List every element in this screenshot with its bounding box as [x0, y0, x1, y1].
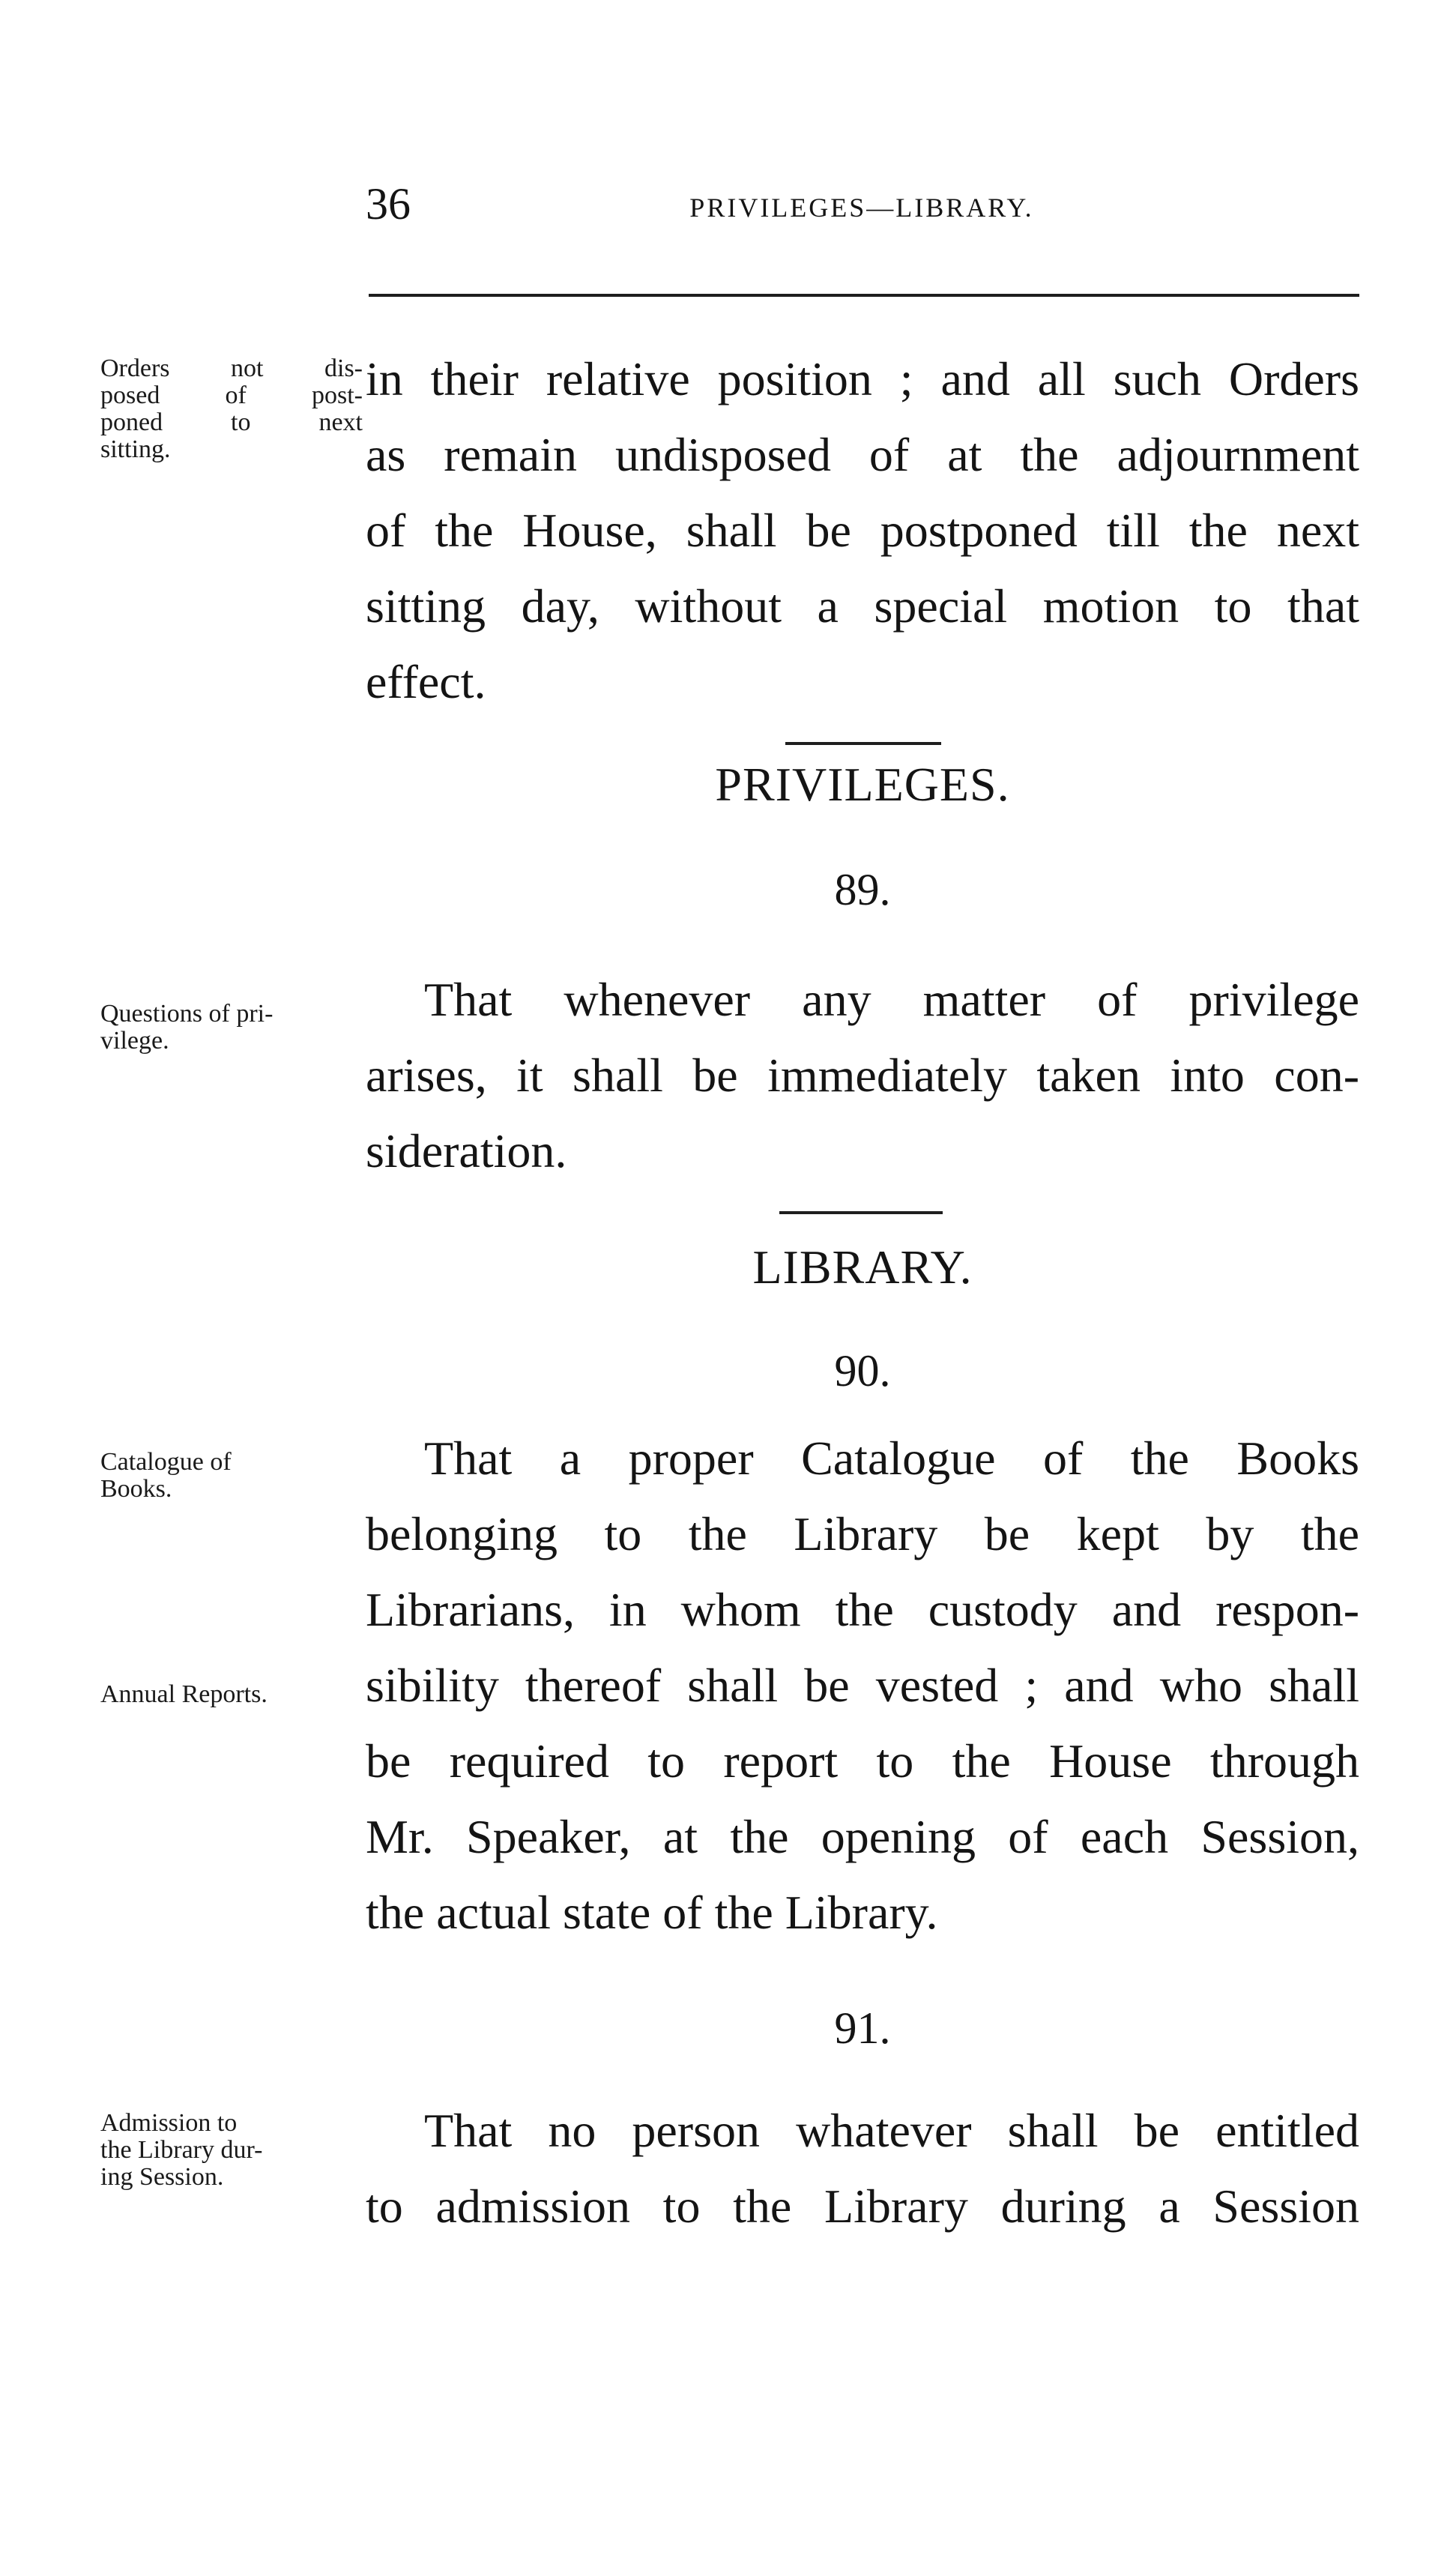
margin-note-line: Annual Reports.: [100, 1680, 268, 1708]
text-line: belonging to the Library be kept by the: [366, 1507, 1359, 1560]
rule-number-89: 89.: [834, 865, 891, 914]
margin-note-line: posed of post-: [100, 381, 363, 409]
section-divider: [779, 1211, 943, 1214]
margin-note-line: the Library dur-: [100, 2136, 263, 2164]
text-line: as remain undisposed of at the adjournment: [366, 428, 1359, 481]
text-line: arises, it shall be immediately taken into con-: [366, 1049, 1359, 1102]
margin-note-line: Admission to: [100, 2109, 238, 2137]
margin-note-line: ing Session.: [100, 2163, 224, 2191]
continued-paragraph: [366, 341, 1359, 720]
margin-note-line: sitting.: [100, 435, 171, 463]
margin-note-orders-not-disposed: [100, 355, 363, 463]
page-header: [366, 178, 1358, 231]
page-number: 36: [366, 179, 411, 229]
section-divider: [785, 742, 941, 745]
text-line: the actual state of the Library.: [366, 1886, 938, 1939]
text-line: That whenever any matter of privilege: [424, 973, 1359, 1026]
rule-number-91: 91.: [834, 2003, 891, 2053]
text-line: Librarians, in whom the custody and respon-: [366, 1583, 1359, 1636]
margin-note-line: poned to next: [100, 408, 363, 436]
margin-note-line: vilege.: [100, 1027, 169, 1055]
margin-note-questions-of-privilege: [100, 1001, 363, 1055]
text-line: of the House, shall be postponed till the next: [366, 504, 1359, 557]
text-line: be required to report to the House through: [366, 1734, 1359, 1788]
margin-note-line: Catalogue of: [100, 1448, 232, 1476]
header-rule: [369, 294, 1359, 297]
margin-note-line: Orders not dis-: [100, 355, 363, 382]
margin-note-annual-reports: [100, 1681, 363, 1708]
text-line: That no person whatever shall be entitled: [424, 2104, 1359, 2157]
text-line: Mr. Speaker, at the opening of each Session,: [366, 1810, 1359, 1863]
margin-note-catalogue-of-books: [100, 1449, 363, 1503]
section-heading-library: LIBRARY.: [752, 1240, 973, 1294]
text-line: sibility thereof shall be vested ; and who shall: [366, 1659, 1359, 1712]
text-line: That a proper Catalogue of the Books: [424, 1432, 1359, 1485]
text-line: to admission to the Library during a Session: [366, 2180, 1359, 2233]
rule-number-90: 90.: [834, 1346, 891, 1396]
rule-91-paragraph: [366, 2093, 1359, 2244]
rule-89-paragraph: [366, 962, 1359, 1189]
running-head: PRIVILEGES—LIBRARY.: [689, 193, 1034, 223]
margin-note-line: Books.: [100, 1475, 172, 1503]
text-line: effect.: [366, 655, 486, 708]
rule-90-paragraph: [366, 1420, 1359, 1950]
text-line: in their relative position ; and all such Orders: [366, 352, 1359, 405]
margin-note-line: Questions of pri-: [100, 1000, 274, 1028]
text-line: sitting day, without a special motion to that: [366, 579, 1359, 633]
margin-note-admission-to-library: [100, 2110, 363, 2191]
section-heading-privileges: PRIVILEGES.: [715, 758, 1010, 811]
text-line: sideration.: [366, 1124, 567, 1177]
